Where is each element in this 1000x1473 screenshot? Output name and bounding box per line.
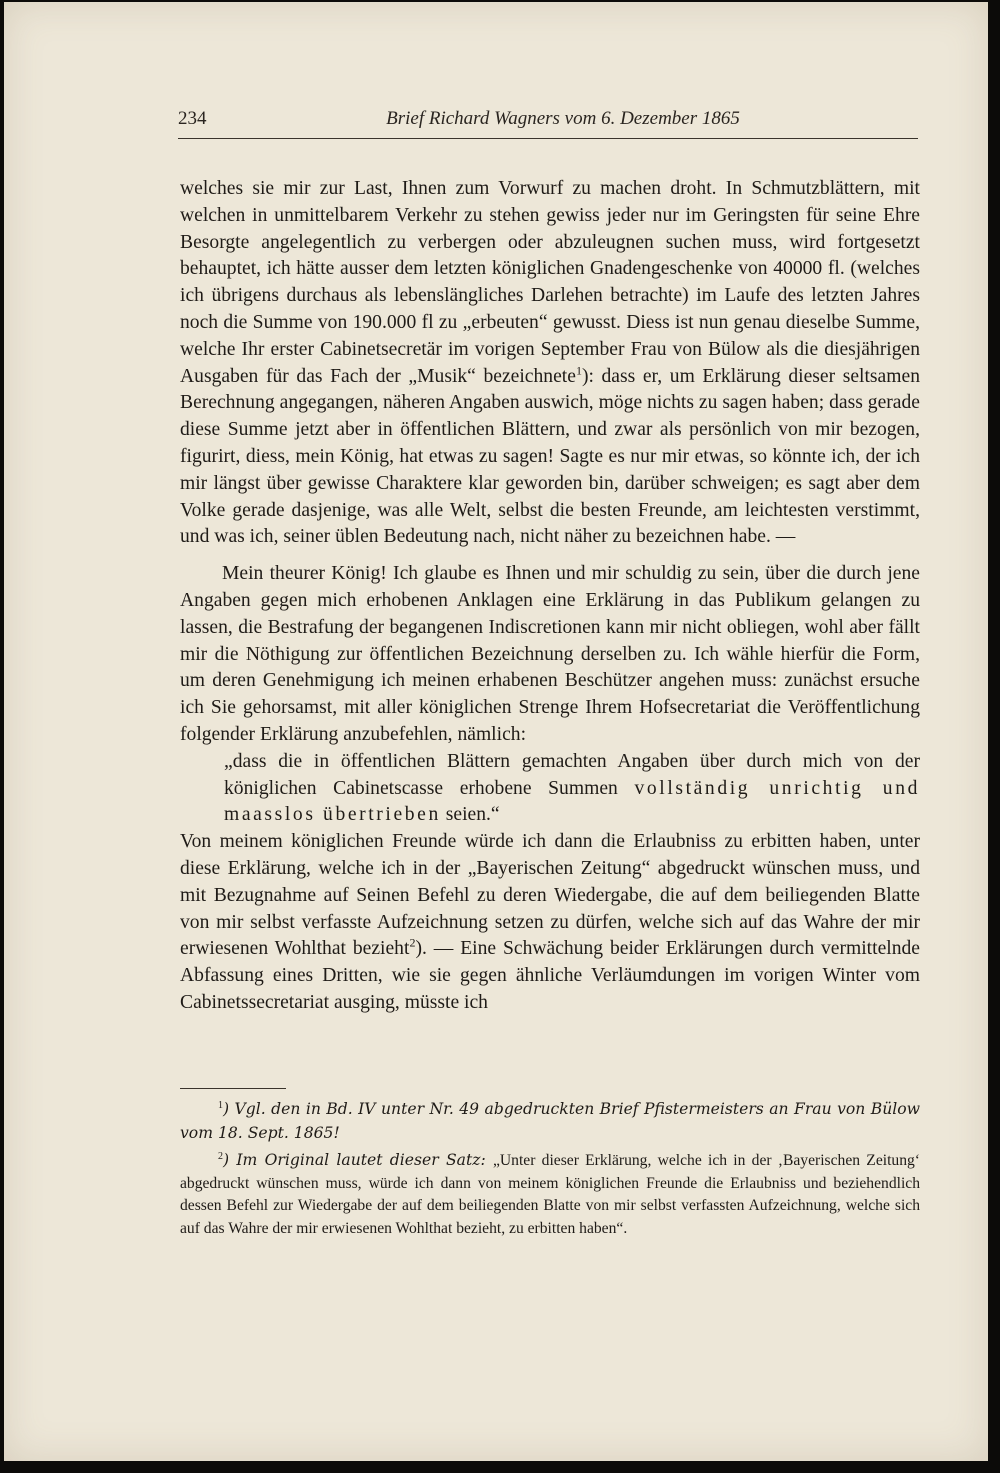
footnote-2 [180,1149,920,1240]
footnote-2-intro: ) Im Original lautet dieser Satz: [223,1151,493,1170]
running-title: Brief Richard Wagners vom 6. Dezember 1865 [386,108,740,129]
paragraph-1-text: welches sie mir zur Last, Ihnen zum Vorwurf zu machen droht. In Schmutzblättern, mit welchen in unmittelbarem Verkehr zu stehen gewiss jeder nur im Geringsten für seine Ehre Besorgte angelegentlich zu verbergen oder abzuleugnen suchen muss, wird fortgesetzt behauptet, ich hätte ausser dem letzten königlichen Gnadengeschenke von 40000 fl. (welches ich übrigens durchaus als lebenslängliches Darlehen betrachte) im Laufe des letzten Jahres noch die Summe von 190.000 fl zu „erbeuten“ gewusst. Diess ist nun genau dieselbe Summe, welche Ihr erster Cabinetsecretär im vorigen September Frau von Bülow als die diesjährigen Ausgaben für das Fach der „Musik“ bezeichnete [180,178,920,387]
footnote-1 [180,1098,920,1145]
footnote-rule [180,1088,286,1089]
scan-border [988,0,1000,1473]
footnote-1-text: ) Vgl. den in Bd. IV unter Nr. 49 abgedruckten Brief Pfistermeisters an Frau von Bülow vom 18. Sept. 1865! [180,1100,920,1142]
footnote-2-text: „Unter dieser Erklärung, welche ich in der ‚Bayerischen Zeitung‘ abgedruckt wünschen muss, würde ich dann von meinem königlichen Freunde die Erlaubniss und beziehendlich dessen Befehl zur Wiedergabe der auf dem beiliegenden Blatte von mir selbst verfassten Aufzeichnung, welche sich auf das Wahre der mir erwiesenen Wohlthat bezieht, zu erbitten haben“. [180,1152,920,1237]
paragraph-1 [180,176,920,551]
quote-text-c: seien.“ [440,804,500,826]
paragraph-3-text: Von meinem königlichen Freunde würde ich dann die Erlaubniss zu erbitten haben, unter diese Erklärung, welche ich in der „Bayerischen Zeitung“ abgedruckt wünschen muss, und mit Bezugnahme auf Seinen Befehl zu deren Wiedergabe, die auf dem beiliegenden Blatte von mir selbst verfasste Aufzeichnung setzen zu dürfen, welche sich auf das Wahre der mir erwiesenen Wohlthat bezieht [180,831,920,960]
footnote-ref-2: 2 [409,935,416,950]
footnotes [180,1098,920,1245]
footnote-1-mark: 1 [218,1099,223,1111]
paragraph-3-continuation: ). — Eine Schwächung beider Erklärungen durch vermittelnde Abfassung eines Dritten, wie sie gegen ähnliche Verläumdungen im vorigen Winter vom Cabinetssecretariat ausging, müsste ich [180,938,921,1013]
running-header [178,108,918,139]
paragraph-1-continuation: ): dass er, um Erklärung dieser seltsamen Berechnung angegangen, näheren Angaben auswich, möge nichts zu sagen haben; dass gerade diese Summe jetzt aber in öffentlichen Blättern, und zwar als persönlich von mir bezogen, figurirt, diess, mein König, hat etwas zu sagen! Sagte es nur mir etwas, so könnte ich, der ich mir längst über gewisse Charaktere klar geworden bin, darüber schweigen; es sagt aber dem Volke gerade dasjenige, was alle Welt, selbst die besten Freunde, am leichtesten verstimmt, und was ich, seiner üblen Bedeutung nach, nicht näher zu bezeichnen habe. — [180,365,920,548]
page-number: 234 [178,108,207,129]
block-quote [224,749,920,829]
main-text [180,176,920,1017]
quote-spaced-text: vollständig unrichtig und maasslos übertrieben [224,777,920,826]
footnote-2-mark: 2 [218,1151,223,1162]
paragraph-2: Mein theurer König! Ich glaube es Ihnen und mir schuldig zu sein, über die durch jene Angaben gegen mich erhobenen Anklagen eine Erklärung in das Publikum gelangen zu lassen, die Bestrafung der begangenen Indiscretionen kann mir nicht obliegen, wohl aber fällt mir die Nöthigung zur öffentlichen Bezeichnung derselben zu. Ich wähle hierfür die Form, um deren Genehmigung ich meinen erhabenen Beschützer angehen muss: zunächst ersuche ich Sie gehorsamst, mit aller königlichen Strenge Ihrem Hofsecretariat die Veröffentlichung folgender Erklärung anzubefehlen, nämlich: [180,563,920,745]
paragraph-3 [180,829,920,1017]
footnote-ref-1: 1 [575,363,582,378]
quote-text-a: „dass die in öffentlichen Blättern gemachten Angaben über durch mich von der königlichen Cabinetscasse erhobene Summen [224,750,920,799]
